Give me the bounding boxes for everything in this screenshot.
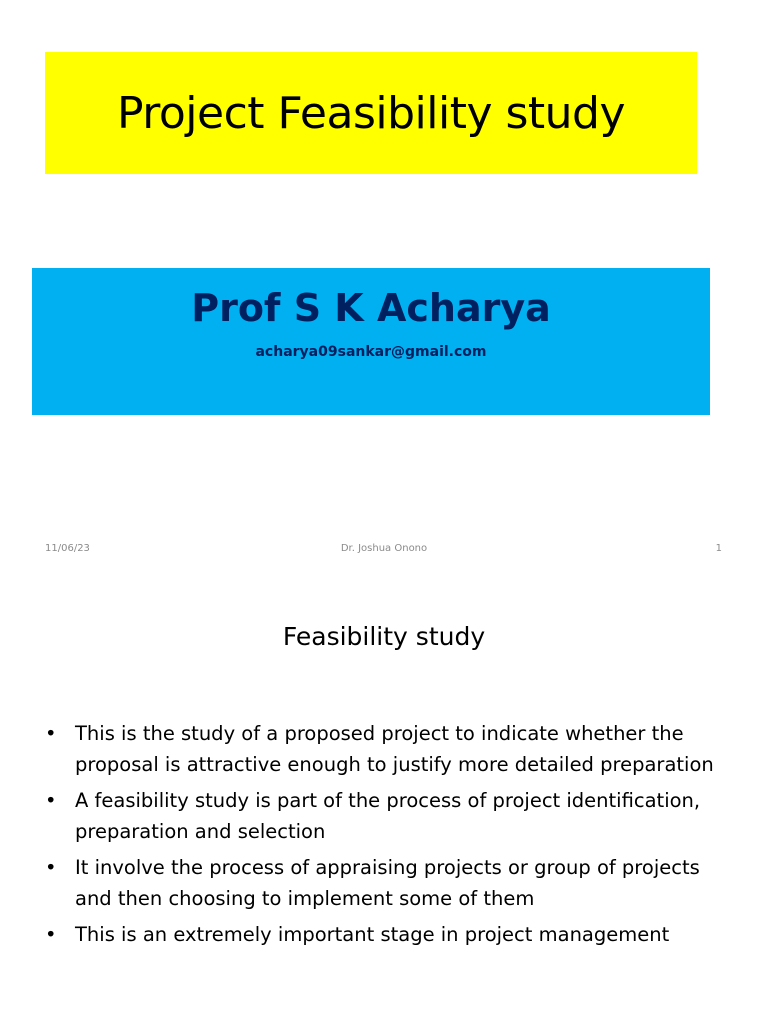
footer-author: Dr. Joshua Onono [340,543,428,554]
slide-2 [0,576,768,1024]
footer-page-number: 1 [715,543,722,554]
bullet-item: • It involve the process of appraising projects or group of projects and then choosing to implement some of them [45,852,715,914]
bullet-list [45,718,715,955]
author-name: Prof S K Acharya [191,286,551,330]
author-email: acharya09sankar@gmail.com [255,344,487,360]
bullet-item: • A feasibility study is part of the process of project identification, preparation and selection [45,785,715,847]
footer-date: 11/06/23 [45,543,90,554]
section-title: Feasibility study [282,622,486,651]
author-banner [32,268,710,415]
bullet-item: • This is the study of a proposed project to indicate whether the proposal is attractive enough to justify more detailed preparation [45,718,715,780]
title-banner [45,52,697,174]
bullet-item: • This is an extremely important stage in project management [45,919,715,950]
slide-title: Project Feasibility study [116,87,626,139]
